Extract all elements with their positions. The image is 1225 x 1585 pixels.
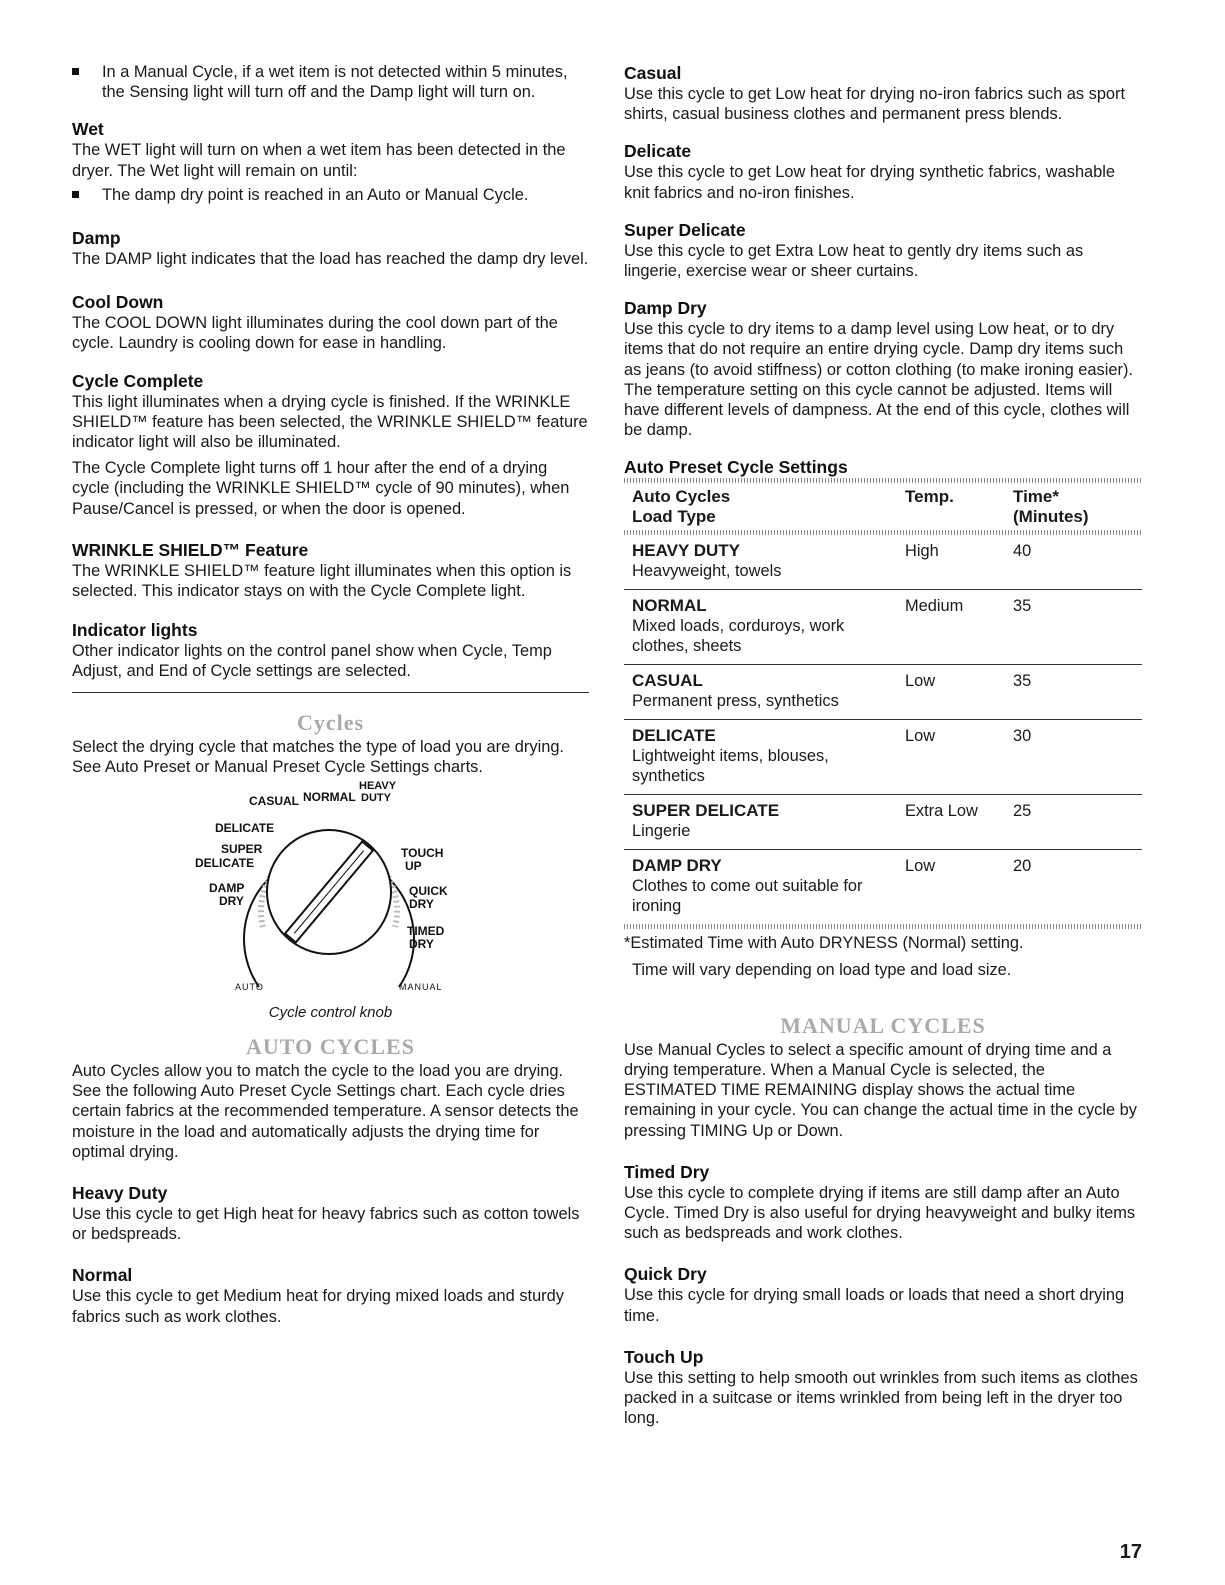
row-time: 40 xyxy=(1013,535,1142,590)
normal-heading: Normal xyxy=(72,1265,133,1286)
damp-dry-section xyxy=(624,297,1142,440)
knob-caption: Cycle control knob xyxy=(268,1004,393,1022)
manual-cycle-note: In a Manual Cycle, if a wet item is not detected within 5 minutes, the Sensing light will turn off and the Damp light will turn on. xyxy=(72,62,589,102)
wrinkle-shield-heading: WRINKLE SHIELD™ Feature xyxy=(72,539,309,560)
row-cycle-name: HEAVY DUTY xyxy=(632,541,741,561)
page-number: 17 xyxy=(1119,1541,1142,1563)
knob-label-damp: DAMP xyxy=(208,881,244,896)
row-temp: Medium xyxy=(905,590,1013,665)
right-column xyxy=(624,62,1142,1444)
wet-text: The WET light will turn on when a wet item has been detected in the dryer. The Wet light will remain on until: xyxy=(72,141,566,180)
header-temp: Temp. xyxy=(905,487,954,507)
normal-section xyxy=(72,1264,589,1326)
row-time: 30 xyxy=(1013,720,1142,795)
wet-bullet: The damp dry point is reached in an Auto or Manual Cycle. xyxy=(72,185,589,205)
knob-label-super: SUPER xyxy=(220,842,262,857)
wet-section xyxy=(72,118,589,205)
timed-dry-text: Use this cycle to complete drying if items are still damp after an Auto Cycle. Timed Dry is also useful for drying heavyweight and bulky items such as bedspreads and work clothes. xyxy=(624,1183,1136,1243)
knob-label-dry3: DRY xyxy=(408,937,434,952)
cool-down-heading: Cool Down xyxy=(72,292,164,313)
damp-dry-text: Use this cycle to dry items to a damp level using Low heat, or to dry items that do not require an entire drying cycle. Damp dry items such as jeans (to avoid stiffness) or cotton clothing (to make ironing easier). The temperature setting on this cycle cannot be adjusted. Items will have different levels of dampness. At the end of this cycle, clothes will be damp. xyxy=(624,320,1133,440)
table-row xyxy=(624,795,1142,850)
section-divider xyxy=(72,692,589,693)
heavy-duty-heading: Heavy Duty xyxy=(72,1183,168,1204)
table-row xyxy=(624,535,1142,590)
cycles-intro: Select the drying cycle that matches the type of load you are drying. See Auto Preset or Manual Preset Cycle Settings charts. xyxy=(72,737,564,776)
table-bottom-rule xyxy=(624,924,1142,929)
row-cycle-name: DAMP DRY xyxy=(632,856,722,876)
knob-label-casual: CASUAL xyxy=(248,794,299,809)
knob-label-dry: DRY xyxy=(218,894,244,909)
casual-section xyxy=(624,62,1142,124)
quick-dry-text: Use this cycle for drying small loads or loads that need a short drying time. xyxy=(624,1286,1125,1325)
cycle-knob-diagram xyxy=(191,777,471,997)
row-temp: Low xyxy=(905,857,936,876)
row-load-type: Lightweight items, blouses, synthetics xyxy=(632,747,829,786)
casual-heading: Casual xyxy=(624,63,682,83)
touch-up-heading: Touch Up xyxy=(624,1346,704,1367)
quick-dry-heading: Quick Dry xyxy=(624,1264,707,1285)
knob-label-duty: DUTY xyxy=(360,792,391,805)
header-auto-cycles: Auto Cycles xyxy=(632,487,731,507)
touch-up-text: Use this setting to help smooth out wrinkles from such items as clothes packed in a suitcase or items wrinkled from being left in the dryer too long. xyxy=(624,1368,1138,1428)
knob-label-dry2: DRY xyxy=(408,897,434,912)
cycle-complete-text-2: The Cycle Complete light turns off 1 hour after the end of a drying cycle (including the WRINKLE SHIELD™ cycle of 90 minutes), when Pause/Cancel is pressed, or when the door is opened. xyxy=(72,459,570,518)
manual-cycles-text: Use Manual Cycles to select a specific amount of drying time and a drying temperature. When a Manual Cycle is selected, the ESTIMATED TIME REMAINING display shows the actual time remaining in your cycle. You can change the actual time in the cycle by pressing TIMING Up or Down. xyxy=(624,1040,1137,1140)
delicate-text: Use this cycle to get Low heat for drying synthetic fabrics, washable knit fabrics and no-iron finishes. xyxy=(624,163,1116,202)
knob-label-delicate2: DELICATE xyxy=(194,856,254,871)
knob-label-quick: QUICK xyxy=(408,884,448,899)
delicate-heading: Delicate xyxy=(624,141,692,162)
heavy-duty-section xyxy=(72,1182,589,1244)
indicator-heading: Indicator lights xyxy=(72,620,198,641)
auto-cycles-text: Auto Cycles allow you to match the cycle to the load you are drying. See the following Auto Preset Cycle Settings chart. Each cycle dries certain fabrics at the recommended temperature. A sensor detects the moisture in the load and automatically adjusts the drying time for optimal drying. xyxy=(72,1062,579,1161)
wrinkle-shield-section xyxy=(72,539,589,601)
row-temp: Low xyxy=(905,720,1013,795)
knob-label-manual: MANUAL xyxy=(398,982,443,993)
cycles-heading: Cycles xyxy=(296,709,365,735)
row-cycle-name: NORMAL xyxy=(632,596,707,616)
quick-dry-section xyxy=(624,1263,1142,1325)
row-time: 35 xyxy=(1013,590,1142,665)
row-load-type: Permanent press, synthetics xyxy=(632,692,839,711)
row-cycle-name: CASUAL xyxy=(632,671,703,691)
knob-label-touch: TOUCH xyxy=(400,846,443,861)
row-time: 25 xyxy=(1013,795,1142,850)
auto-cycles-heading: AUTO CYCLES xyxy=(246,1034,415,1060)
table-top-rule xyxy=(624,478,1142,483)
indicator-text: Other indicator lights on the control panel show when Cycle, Temp Adjust, and End of Cycle settings are selected. xyxy=(72,642,552,681)
touch-up-section xyxy=(624,1346,1142,1429)
row-load-type: Heavyweight, towels xyxy=(632,562,782,581)
auto-preset-table-title: Auto Preset Cycle Settings xyxy=(624,457,848,478)
cycle-complete-heading: Cycle Complete xyxy=(72,370,204,391)
table-row xyxy=(624,665,1142,720)
header-time: Time* xyxy=(1013,487,1059,507)
manual-cycles-heading: MANUAL CYCLES xyxy=(780,1012,986,1038)
row-temp: High xyxy=(905,535,1013,590)
casual-text: Use this cycle to get Low heat for drying no-iron fabrics such as sport shirts, casual business clothes and permanent press blends. xyxy=(624,85,1126,124)
indicator-section xyxy=(72,619,589,681)
header-load-type: Load Type xyxy=(632,507,716,527)
knob-label-auto: AUTO xyxy=(234,982,264,993)
damp-dry-heading: Damp Dry xyxy=(624,298,707,319)
header-minutes: (Minutes) xyxy=(1013,507,1089,527)
left-column xyxy=(72,62,589,1343)
heavy-duty-text: Use this cycle to get High heat for heavy fabrics such as cotton towels or bedspreads. xyxy=(72,1205,580,1244)
damp-heading: Damp xyxy=(72,228,121,249)
table-note-2: Time will vary depending on load type and load size. xyxy=(632,960,1012,979)
table-note-1: *Estimated Time with Auto DRYNESS (Normal) setting. xyxy=(624,934,1024,953)
row-temp: Extra Low xyxy=(905,795,1013,850)
cycle-complete-text-1: This light illuminates when a drying cycle is finished. If the WRINKLE SHIELD™ feature has been selected, the WRINKLE SHIELD™ feature indicator light will also be illuminated. xyxy=(72,392,588,452)
table-row xyxy=(624,590,1142,665)
cool-down-text: The COOL DOWN light illuminates during the cool down part of the cycle. Laundry is cooling down for ease in handling. xyxy=(72,314,558,353)
timed-dry-section xyxy=(624,1161,1142,1244)
knob-label-delicate: DELICATE xyxy=(214,821,274,836)
row-time: 20 xyxy=(1013,857,1032,876)
knob-label-up: UP xyxy=(404,859,422,874)
cool-down-section xyxy=(72,291,589,353)
row-load-type: Mixed loads, corduroys, work clothes, sheets xyxy=(632,617,845,656)
wrinkle-shield-text: The WRINKLE SHIELD™ feature light illuminates when this option is selected. This indicator stays on with the Cycle Complete light. xyxy=(72,561,572,601)
normal-text: Use this cycle to get Medium heat for drying mixed loads and sturdy fabrics such as work clothes. xyxy=(72,1287,564,1326)
auto-preset-table xyxy=(624,487,1142,924)
knob-label-normal: NORMAL xyxy=(302,790,356,805)
damp-section xyxy=(72,227,589,269)
row-load-type: Lingerie xyxy=(632,822,691,841)
row-load-type: Clothes to come out suitable for ironing xyxy=(632,877,863,916)
super-delicate-text: Use this cycle to get Extra Low heat to gently dry items such as lingerie, exercise wear or sheer curtains. xyxy=(624,241,1084,281)
table-row xyxy=(624,850,1142,925)
delicate-section xyxy=(624,140,1142,202)
super-delicate-section xyxy=(624,219,1142,281)
knob-label-timed: TIMED xyxy=(406,924,444,939)
row-time: 35 xyxy=(1013,665,1142,720)
super-delicate-heading: Super Delicate xyxy=(624,219,746,240)
wet-heading: Wet xyxy=(72,119,104,140)
row-cycle-name: SUPER DELICATE xyxy=(632,801,780,821)
table-row xyxy=(624,720,1142,795)
damp-text: The DAMP light indicates that the load has reached the damp dry level. xyxy=(72,250,589,269)
cycle-complete-section xyxy=(72,370,589,519)
row-temp: Low xyxy=(905,665,1013,720)
timed-dry-heading: Timed Dry xyxy=(624,1161,710,1182)
knob-label-heavy: HEAVY xyxy=(358,780,396,793)
row-cycle-name: DELICATE xyxy=(632,726,716,746)
